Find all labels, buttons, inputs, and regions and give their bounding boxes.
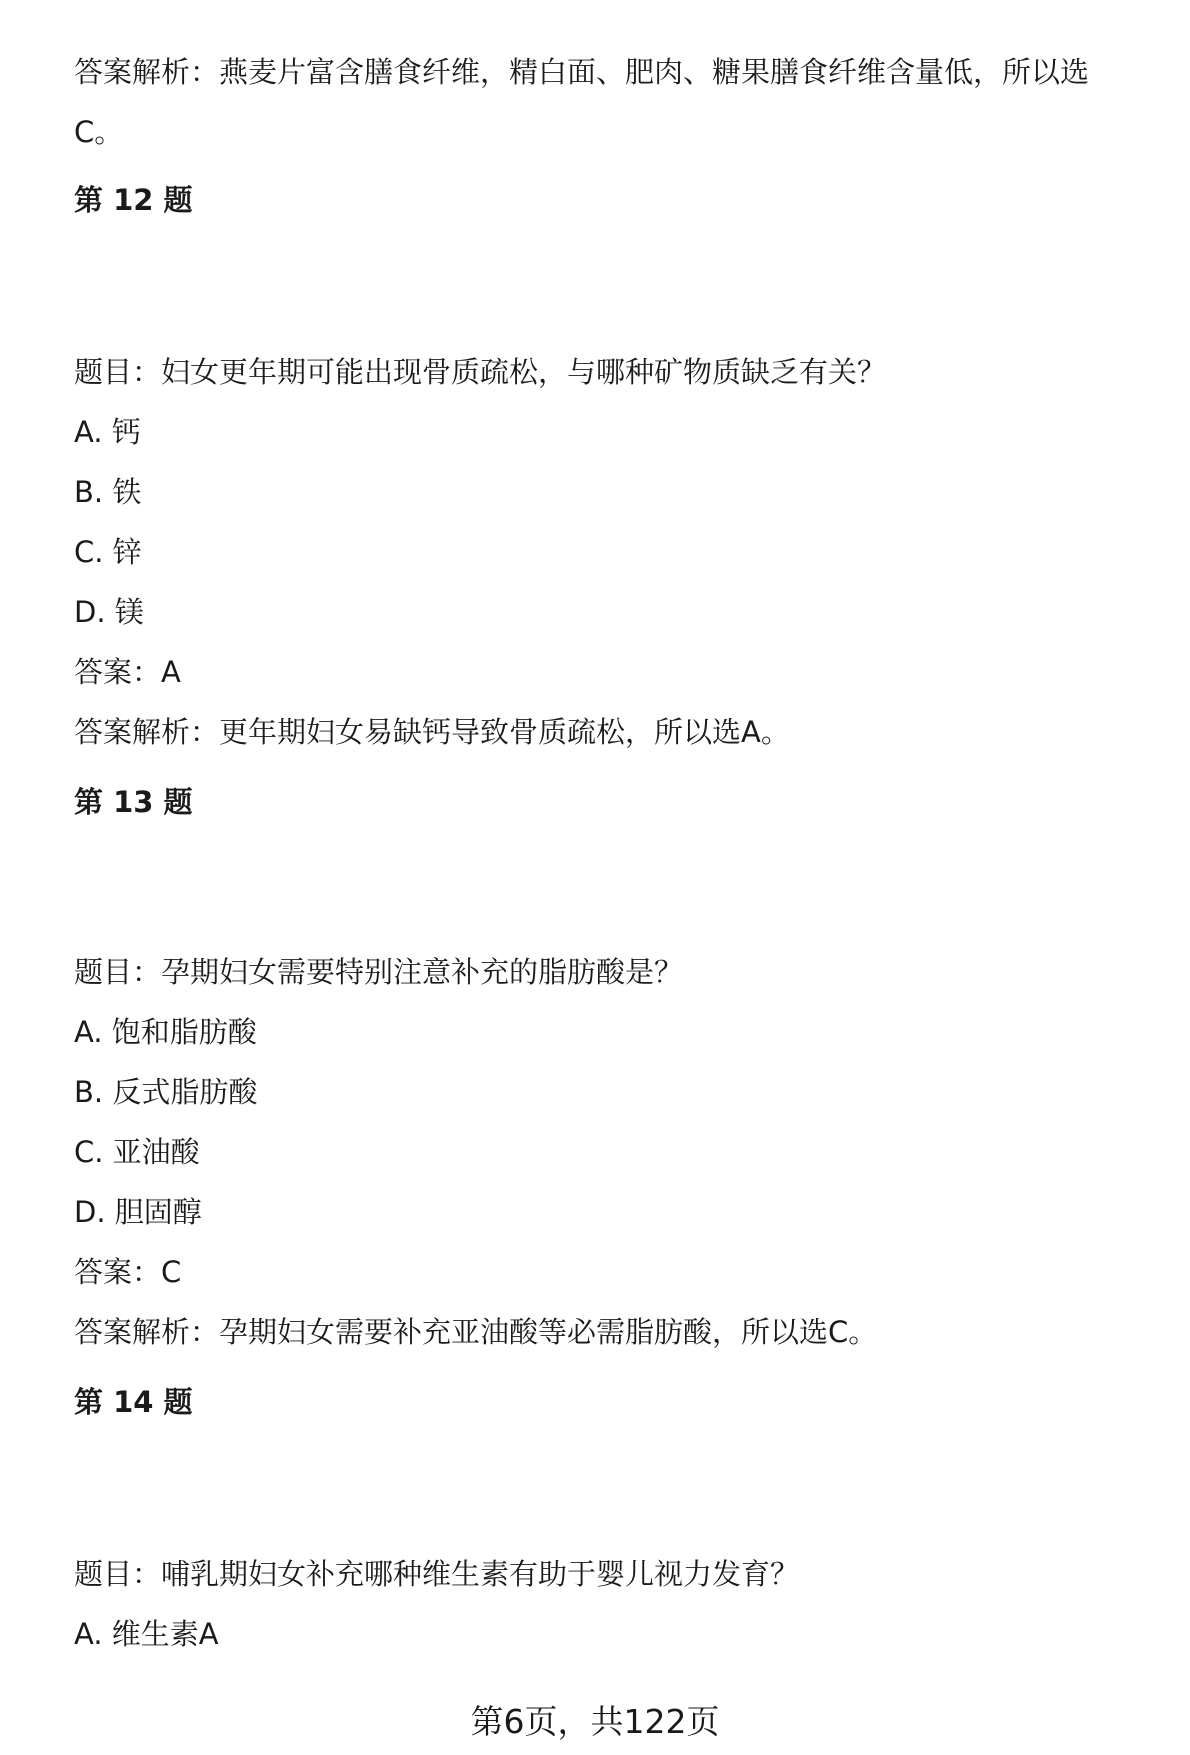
question-14-heading: 第 14 题 — [74, 1385, 193, 1419]
question-13-option-a: A. 饱和脂肪酸 — [74, 1015, 257, 1049]
question-12-option-a: A. 钙 — [74, 415, 141, 449]
page-number-footer: 第6页，共122页 — [470, 1702, 720, 1741]
question-13-heading: 第 13 题 — [74, 785, 193, 819]
question-13-analysis: 答案解析：孕期妇女需要补充亚油酸等必需脂肪酸，所以选C。 — [74, 1315, 878, 1349]
question-13-answer: 答案：C — [74, 1255, 182, 1289]
question-12-answer: 答案：A — [74, 655, 181, 689]
question-14-text: 题目：哺乳期妇女补充哪种维生素有助于婴儿视力发育？ — [74, 1557, 800, 1591]
intro-analysis-line1: 答案解析：燕麦片富含膳食纤维，精白面、肥肉、糖果膳食纤维含量低，所以选 — [74, 55, 1090, 89]
question-12-text: 题目：妇女更年期可能出现骨质疏松，与哪种矿物质缺乏有关？ — [74, 355, 887, 389]
question-13-text: 题目：孕期妇女需要特别注意补充的脂肪酸是？ — [74, 955, 684, 989]
question-14-option-a: A. 维生素A — [74, 1617, 219, 1651]
intro-analysis-line2: C。 — [74, 115, 124, 149]
question-12-option-c: C. 锌 — [74, 535, 142, 569]
question-12-heading: 第 12 题 — [74, 183, 193, 217]
question-12-option-b: B. 铁 — [74, 475, 142, 509]
question-12-option-d: D. 镁 — [74, 595, 144, 629]
question-12-analysis: 答案解析：更年期妇女易缺钙导致骨质疏松，所以选A。 — [74, 715, 790, 749]
question-13-option-b: B. 反式脂肪酸 — [74, 1075, 258, 1109]
question-13-option-d: D. 胆固醇 — [74, 1195, 202, 1229]
question-13-option-c: C. 亚油酸 — [74, 1135, 200, 1169]
